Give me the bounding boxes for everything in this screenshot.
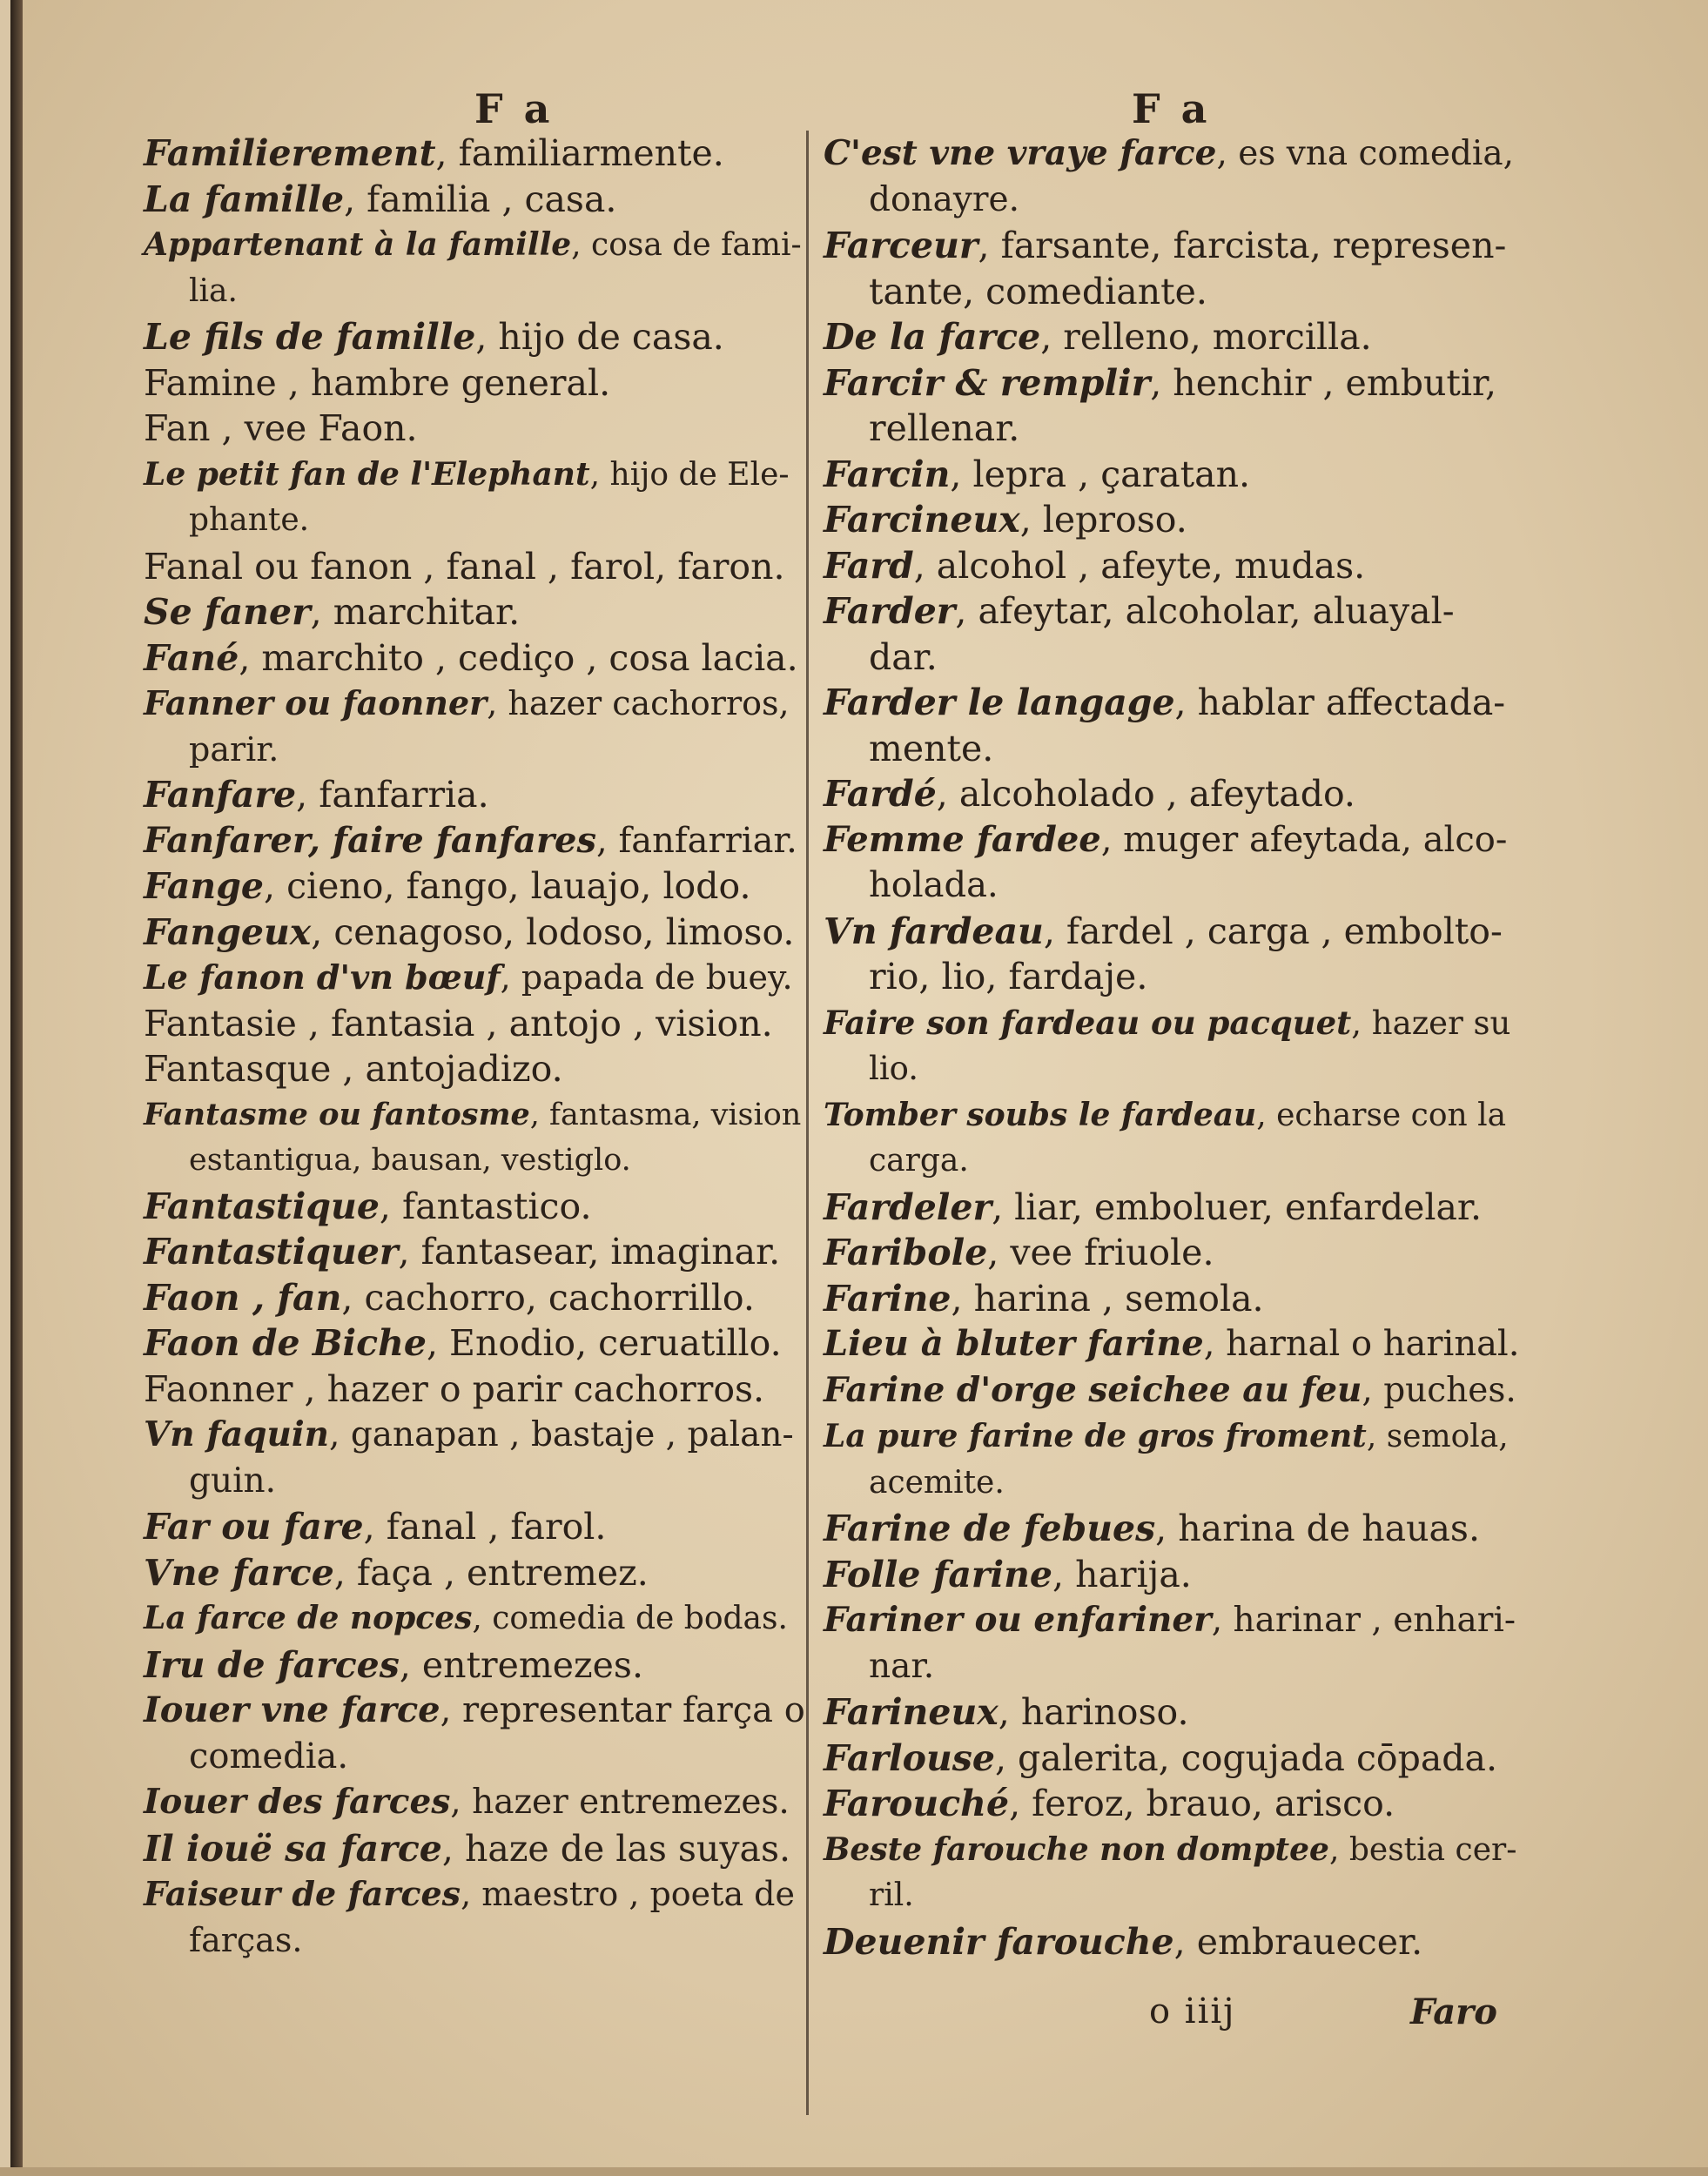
entry-headword: Faire son fardeau ou pacquet [824, 1003, 1352, 1042]
entry-translation: , maestro , poeta de [461, 1875, 795, 1913]
dictionary-entry [824, 1230, 1520, 1276]
entry-continuation: mente. [869, 727, 994, 769]
entry-headword: Farine de febues [824, 1508, 1156, 1549]
entry-translation: , harina , semola. [951, 1277, 1264, 1320]
dictionary-entry [144, 1001, 805, 1047]
entry-translation: , fardel , carga , embolto- [1043, 910, 1503, 952]
dictionary-entry [824, 1736, 1520, 1782]
entry-translation: , cieno, fango, lauajo, lodo. [264, 865, 751, 907]
dictionary-entry [144, 1092, 805, 1184]
entry-headword: Vne farce [144, 1551, 334, 1594]
entry-translation: Faonner , hazer o parir cachorros. [144, 1367, 765, 1410]
dictionary-entry [824, 1552, 1520, 1598]
entry-translation: , embrauecer. [1173, 1920, 1423, 1963]
catchword: Faro [1410, 1991, 1497, 2032]
dictionary-entry [144, 1367, 805, 1413]
entry-translation: , harinoso. [998, 1691, 1189, 1733]
entry-continuation: lio. [869, 1050, 919, 1087]
entry-translation: , fantasma, vision [529, 1097, 802, 1132]
dictionary-entry [824, 771, 1520, 817]
dictionary-entry [144, 1229, 805, 1275]
entry-continuation: estantigua, bausan, vestiglo. [189, 1143, 631, 1178]
entry-translation: Fantasie , fantasia , antojo , vision. [144, 1002, 773, 1044]
dictionary-entry [144, 314, 805, 360]
entry-headword: Familierement [144, 132, 436, 174]
entry-translation: , muger afeytada, alco- [1100, 819, 1508, 860]
dictionary-entry [144, 772, 805, 818]
dictionary-entry [824, 1092, 1520, 1185]
dictionary-entry [824, 1185, 1520, 1231]
entry-translation: , afeytar, alcoholar, aluayal- [955, 590, 1455, 632]
entry-continuation: rio, lio, fardaje. [869, 956, 1148, 997]
dictionary-entry [824, 1506, 1520, 1552]
entry-headword: Iru de farces [144, 1643, 400, 1686]
entry-headword: Fardé [824, 773, 937, 815]
dictionary-entry [144, 1550, 805, 1596]
entry-translation: , entremezes. [399, 1643, 643, 1686]
entry-translation: , alcohol , afeyte, mudas. [913, 544, 1366, 587]
dictionary-entry [144, 635, 805, 682]
entry-headword: Vn fardeau [824, 910, 1044, 952]
entry-continuation: rellenar. [869, 407, 1020, 449]
entry-translation: Fan , vee Faon. [144, 407, 418, 449]
dictionary-entry [824, 680, 1520, 771]
dictionary-entry [144, 544, 805, 590]
dictionary-entry [824, 1689, 1520, 1736]
dictionary-entry [824, 452, 1520, 498]
entry-translation: , harina de hauas. [1155, 1508, 1480, 1549]
dictionary-entry [144, 177, 805, 223]
entry-headword: Faribole [824, 1232, 988, 1273]
entry-continuation: ril. [869, 1877, 914, 1913]
entry-translation: , hijo de casa. [475, 316, 724, 358]
entry-translation: , henchir , embutir, [1150, 361, 1497, 404]
entry-translation: , marchitar. [310, 591, 521, 633]
entry-translation: , vee friuole. [987, 1232, 1214, 1273]
entry-headword: Deuenir farouche [824, 1920, 1174, 1963]
entry-continuation: tante, comediante. [869, 270, 1207, 312]
entry-headword: Iouer des farces [144, 1782, 451, 1822]
dictionary-entry [144, 360, 805, 406]
entry-headword: Le fils de famille [144, 316, 476, 358]
entry-headword: Faon de Biche [144, 1322, 427, 1364]
dictionary-entry [144, 1046, 805, 1092]
entry-headword: Le petit fan de l'Elephant [144, 455, 590, 493]
entry-continuation: phante. [189, 502, 310, 538]
entry-translation: , semola, [1366, 1419, 1509, 1454]
page-bottom-edge [0, 2167, 1708, 2176]
dictionary-entry [144, 955, 805, 1001]
entry-headword: La pure farine de gros froment [824, 1418, 1367, 1454]
running-head-right: F a [1132, 85, 1211, 132]
entry-continuation: nar. [869, 1646, 935, 1686]
entry-translation: , comedia de bodas. [472, 1601, 788, 1636]
dictionary-entry [144, 452, 805, 544]
entry-headword: Farine [824, 1277, 952, 1320]
entry-headword: Folle farine [824, 1553, 1052, 1595]
entry-headword: De la farce [824, 316, 1041, 358]
signature-mark: o iiij [1149, 1991, 1236, 2032]
entry-continuation: holada. [869, 865, 999, 905]
dictionary-entry [824, 1367, 1520, 1414]
entry-translation: , leproso. [1019, 499, 1187, 541]
entry-translation: Famine , hambre general. [144, 361, 611, 404]
entry-translation: , harija. [1052, 1553, 1192, 1595]
entry-headword: La famille [144, 178, 345, 220]
dictionary-entry [144, 1688, 805, 1779]
dictionary-entry [824, 1919, 1520, 1965]
dictionary-entry [824, 497, 1520, 543]
dictionary-entry [144, 1871, 805, 1963]
entry-translation: , hazer su [1351, 1004, 1511, 1042]
entry-translation: , familia , casa. [344, 178, 617, 220]
entry-headword: Farine d'orge seichee au feu [824, 1369, 1362, 1410]
entry-translation: , echarse con la [1256, 1097, 1507, 1133]
entry-translation: , harnal o harinal. [1203, 1324, 1520, 1364]
entry-continuation: donayre. [869, 179, 1019, 219]
entry-headword: Lieu à bluter farine [824, 1323, 1204, 1364]
dictionary-entry [144, 1320, 805, 1367]
entry-translation: , es vna comedia, [1216, 134, 1514, 173]
entry-translation: , Enodio, ceruatillo. [426, 1322, 782, 1364]
entry-headword: Faiseur de farces [144, 1874, 461, 1913]
dictionary-entry [824, 1321, 1520, 1367]
dictionary-entry [144, 863, 805, 910]
entry-continuation: dar. [869, 635, 938, 678]
entry-translation: , cosa de fami- [571, 227, 802, 263]
entry-headword: Appartenant à la famille [144, 226, 572, 263]
dictionary-entry [144, 1826, 805, 1872]
entry-headword: Fanfare [144, 774, 297, 816]
running-head-left: F a [474, 85, 554, 132]
dictionary-entry [144, 222, 805, 314]
entry-headword: Tomber soubs le fardeau [824, 1096, 1257, 1133]
entry-translation: , fanfarriar. [596, 820, 797, 861]
entry-translation: , feroz, brauo, arisco. [1009, 1783, 1395, 1824]
entry-translation: , puches. [1362, 1370, 1516, 1410]
entry-headword: Fard [824, 544, 914, 587]
entry-headword: Farder le langage [824, 682, 1175, 723]
entry-headword: Se faner [144, 591, 311, 633]
entry-headword: Fangeux [144, 910, 312, 953]
entry-headword: Vn faquin [144, 1414, 330, 1454]
entry-translation: Fanal ou fanon , fanal , farol, faron. [144, 545, 785, 588]
entry-headword: Farcin [824, 453, 951, 495]
entry-headword: Farouché [824, 1783, 1010, 1824]
entry-continuation: farças. [189, 1920, 303, 1959]
entry-translation: , haze de las suyas. [441, 1827, 791, 1870]
entry-translation: , fanal , farol. [363, 1506, 607, 1548]
dictionary-entry [144, 1595, 805, 1642]
entry-translation: , faça , entremez. [333, 1551, 649, 1594]
entry-translation: , familiarmente. [435, 132, 724, 174]
entry-translation: , representar farça o [440, 1690, 805, 1730]
entry-translation: , liar, emboluer, enfardelar. [992, 1185, 1483, 1228]
entry-headword: Fantasme ou fantosme [144, 1096, 530, 1132]
column-rule [806, 131, 809, 2115]
entry-translation: , cachorro, cachorrillo. [341, 1276, 755, 1319]
entry-headword: Fange [144, 865, 264, 907]
entry-headword: Farlouse [824, 1736, 995, 1779]
dictionary-entry [824, 360, 1520, 452]
dictionary-entry [144, 1412, 805, 1504]
entry-translation: , bestia cer- [1328, 1831, 1517, 1868]
dictionary-entry [824, 1000, 1520, 1092]
right-column [824, 131, 1520, 1964]
dictionary-entry [824, 543, 1520, 589]
entry-translation: , fantastico. [379, 1185, 592, 1227]
dictionary-entry [144, 131, 805, 177]
entry-headword: Farcineux [824, 499, 1020, 541]
entry-headword: Le fanon d'vn bœuf [144, 957, 501, 997]
entry-translation: , farsante, farcista, represen- [978, 225, 1507, 266]
dictionary-entry [824, 1827, 1520, 1919]
dictionary-entry [144, 1275, 805, 1321]
dictionary-entry [824, 1781, 1520, 1827]
entry-translation: , fanfarria. [296, 774, 489, 816]
dictionary-entry [144, 589, 805, 635]
entry-translation: , hazer cachorros, [487, 684, 790, 722]
entry-headword: Iouer vne farce [144, 1689, 440, 1730]
entry-headword: Faon , fan [144, 1276, 342, 1319]
dictionary-entry [824, 909, 1520, 1000]
entry-headword: Fané [144, 636, 239, 679]
entry-translation: , ganapan , bastaje , palan- [329, 1415, 794, 1454]
entry-headword: Far ou fare [144, 1506, 364, 1548]
dictionary-entry [824, 588, 1520, 680]
entry-continuation: guin. [189, 1461, 277, 1501]
dictionary-entry [824, 131, 1520, 223]
entry-headword: Farder [824, 590, 956, 632]
entry-continuation: parir. [189, 729, 279, 769]
entry-headword: Fanner ou faonner [144, 683, 488, 722]
entry-translation: , lepra , çaratan. [950, 453, 1251, 495]
entry-headword: Fariner ou enfariner [824, 1600, 1212, 1640]
entry-continuation: comedia. [189, 1736, 349, 1776]
entry-translation: , hijo de Ele- [589, 456, 790, 493]
dictionary-entry [144, 681, 805, 772]
dictionary-entry [824, 223, 1520, 314]
entry-continuation: acemite. [869, 1464, 1005, 1501]
dictionary-entry [824, 314, 1520, 360]
entry-headword: Femme fardee [824, 818, 1101, 860]
entry-headword: Farineux [824, 1691, 999, 1733]
entry-translation: , papada de buey. [500, 958, 793, 997]
entry-headword: Fantastique [144, 1185, 380, 1227]
entry-translation: , relleno, morcilla. [1040, 316, 1372, 358]
entry-headword: Farcir & remplir [824, 361, 1151, 404]
entry-continuation: carga. [869, 1143, 969, 1179]
entry-headword: La farce de nopces [144, 1600, 473, 1636]
entry-headword: Il iouë sa farce [144, 1827, 442, 1870]
entry-translation: , fantasear, imaginar. [398, 1231, 781, 1273]
dictionary-entry [144, 406, 805, 452]
entry-headword: Fanfarer, faire fanfares [144, 819, 597, 861]
dictionary-entry [824, 1276, 1520, 1322]
entry-translation: , hablar affectada- [1174, 682, 1506, 723]
entry-translation: Fantasque , antojadizo. [144, 1048, 563, 1090]
dictionary-entry [144, 1504, 805, 1550]
dictionary-entry [144, 1184, 805, 1230]
dictionary-entry [144, 1642, 805, 1689]
dictionary-entry [144, 818, 805, 864]
left-column [144, 131, 805, 1963]
dictionary-entry [824, 1414, 1520, 1506]
dictionary-entry [824, 1597, 1520, 1689]
entry-headword: Fardeler [824, 1185, 992, 1228]
page-binding-edge [10, 0, 23, 2176]
entry-headword: Beste farouche non domptee [824, 1830, 1329, 1868]
entry-continuation: lia. [189, 272, 238, 309]
entry-translation: , hazer entremezes. [450, 1783, 790, 1822]
dictionary-entry [824, 817, 1520, 909]
entry-translation: , marchito , cediço , cosa lacia. [239, 636, 798, 679]
entry-translation: , alcoholado , afeytado. [936, 773, 1355, 815]
entry-translation: , cenagoso, lodoso, limoso. [311, 910, 795, 953]
dictionary-entry [144, 1779, 805, 1826]
entry-translation: , harinar , enhari- [1211, 1601, 1516, 1640]
entry-headword: Farceur [824, 225, 978, 266]
entry-headword: C'est vne vraye farce [824, 133, 1217, 173]
entry-translation: , galerita, cogujada cōpada. [994, 1736, 1498, 1779]
dictionary-entry [144, 910, 805, 956]
entry-headword: Fantastiquer [144, 1231, 399, 1273]
